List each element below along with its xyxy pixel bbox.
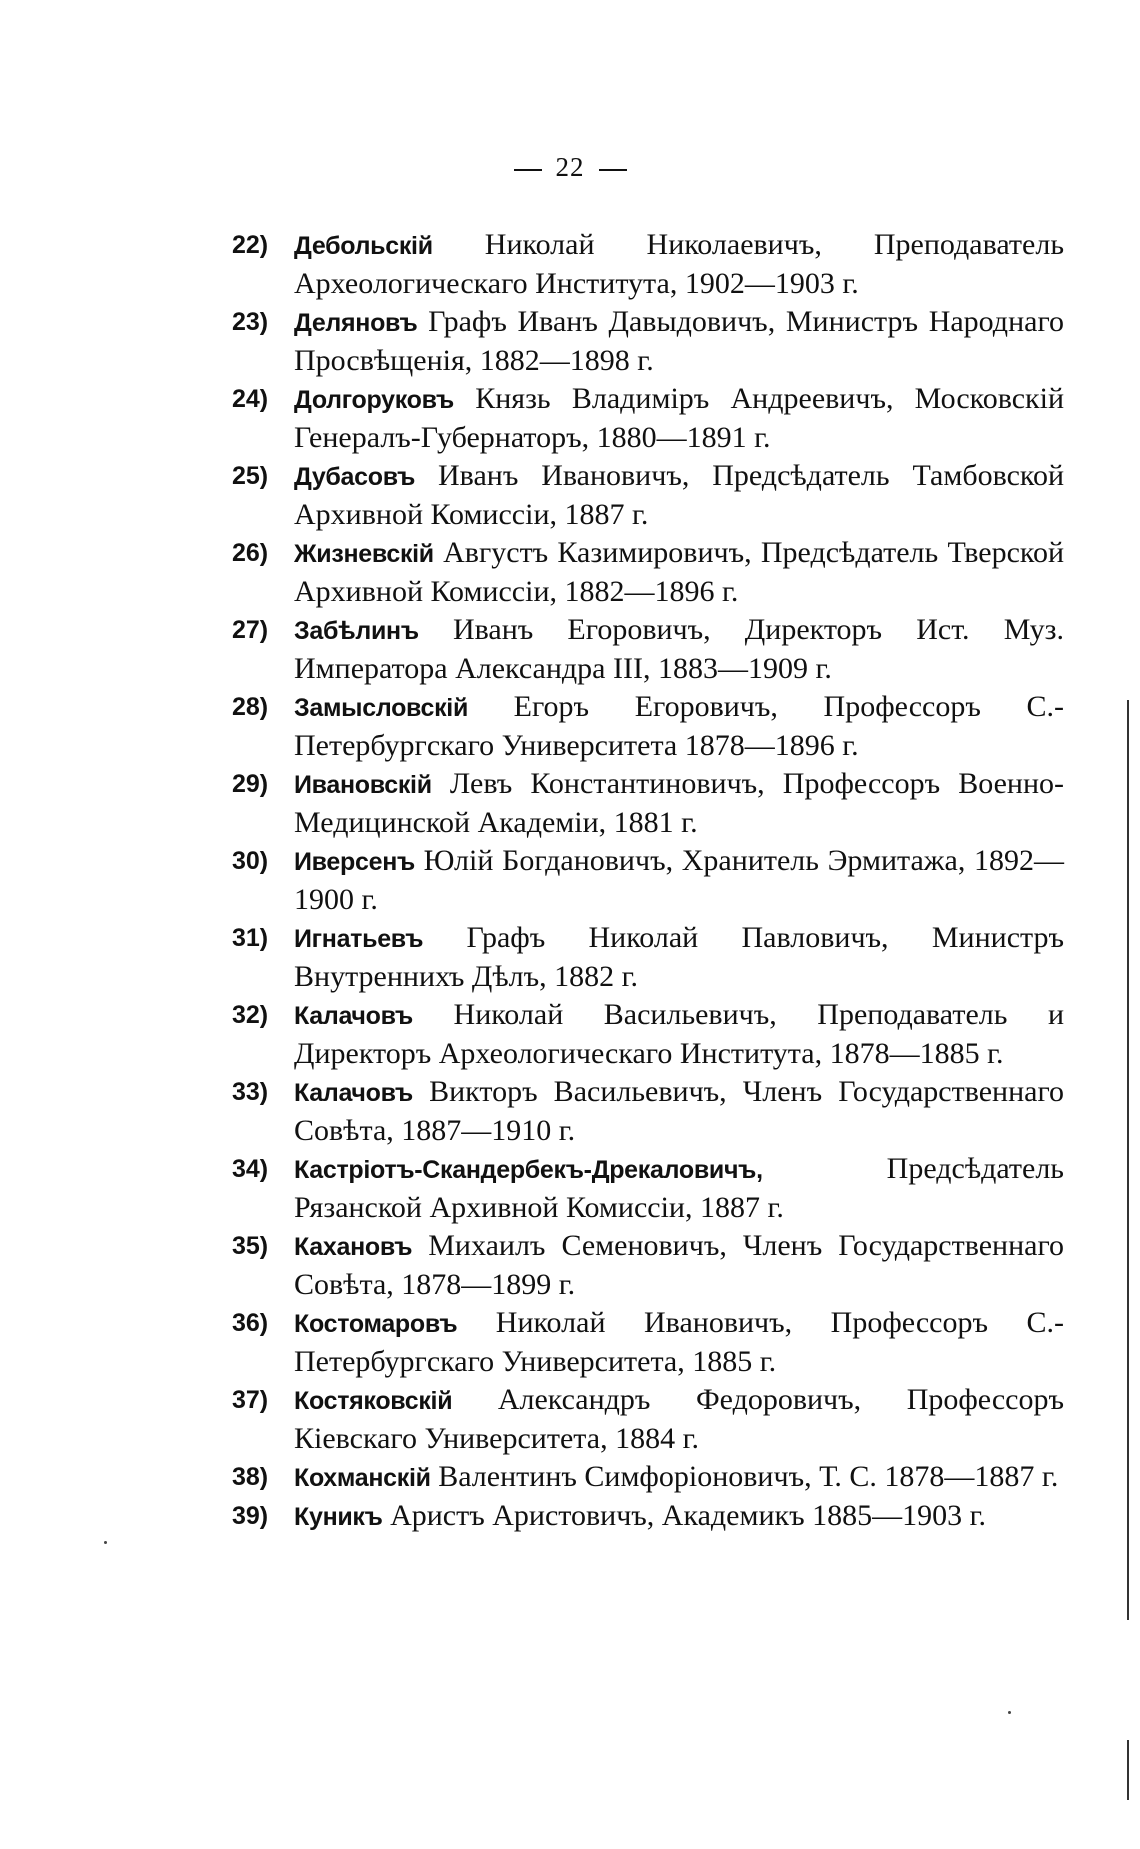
entry-number: 36) xyxy=(232,1309,269,1337)
entry-surname: Дубасовъ xyxy=(294,463,416,491)
entry-surname: Жизневскій xyxy=(294,540,434,568)
entry-text: Николай Николаевичъ, Преподаватель Археологическаго Института, 1902—1903 г. xyxy=(294,228,1065,300)
list-item xyxy=(232,688,1064,765)
list-item xyxy=(232,380,1064,457)
entry-surname: Иверсенъ xyxy=(294,848,415,876)
list-item xyxy=(232,457,1064,534)
entry-text: Викторъ Васильевичъ, Членъ Государственнаго Совѣта, 1887—1910 г. xyxy=(294,1075,1064,1147)
list-item xyxy=(232,765,1064,842)
entry-surname: Дебольскій xyxy=(294,232,433,260)
entry-number: 30) xyxy=(232,847,269,875)
entry-surname: Деляновъ xyxy=(294,309,418,337)
entry-surname: Кохманскій xyxy=(294,1464,431,1492)
list-item xyxy=(232,919,1064,996)
list-item xyxy=(232,1073,1064,1150)
entry-surname: Игнатьевъ xyxy=(294,925,424,953)
entry-surname: Забѣлинъ xyxy=(294,617,419,645)
dash-left xyxy=(514,169,542,171)
list-item xyxy=(232,1150,1064,1227)
list-item xyxy=(232,303,1064,380)
entry-number: 31) xyxy=(232,924,269,952)
entry-number: 28) xyxy=(232,693,269,721)
entry-text: Левъ Константиновичъ, Профессоръ Военно-Медицинской Академіи, 1881 г. xyxy=(294,767,1065,839)
entry-text: Графъ Иванъ Давыдовичъ, Министръ Народнаго Просвѣщенія, 1882—1898 г. xyxy=(294,305,1064,377)
entry-surname: Кастріотъ-Скандербекъ-Дрекаловичъ, xyxy=(294,1156,763,1184)
entry-text: Иванъ Егоровичъ, Директоръ Ист. Муз. Императора Александра III, 1883—1909 г. xyxy=(294,613,1065,685)
entry-number: 39) xyxy=(232,1502,269,1530)
entry-number: 32) xyxy=(232,1001,269,1029)
entry-list xyxy=(232,226,1064,1536)
scan-speck xyxy=(1008,1711,1011,1714)
entry-number: 27) xyxy=(232,616,269,644)
entry-surname: Калачовъ xyxy=(294,1002,413,1030)
entry-number: 38) xyxy=(232,1463,269,1491)
entry-number: 26) xyxy=(232,539,269,567)
page-number-text: 22 xyxy=(555,152,585,182)
entry-text: Князь Владиміръ Андреевичъ, Московскій Генералъ-Губернаторъ, 1880—1891 г. xyxy=(294,382,1064,454)
list-item xyxy=(232,1381,1064,1458)
entry-text: Августъ Казимировичъ, Предсѣдатель Тверской Архивной Комиссіи, 1882—1896 г. xyxy=(294,536,1064,608)
entry-surname: Костяковскій xyxy=(294,1387,453,1415)
list-item xyxy=(232,1458,1064,1497)
list-item xyxy=(232,1497,1064,1536)
entry-surname: Костомаровъ xyxy=(294,1310,458,1338)
list-item xyxy=(232,842,1064,919)
entry-text: Николай Ивановичъ, Профессоръ С.-Петербургскаго Университета, 1885 г. xyxy=(294,1306,1065,1378)
entry-text: Александръ Федоровичъ, Профессоръ Кіевскаго Университета, 1884 г. xyxy=(294,1383,1065,1455)
list-item xyxy=(232,226,1064,303)
entry-text: Валентинъ Симфоріоновичъ, Т. С. 1878—1887 г. xyxy=(438,1460,1059,1493)
entry-number: 33) xyxy=(232,1078,269,1106)
list-item xyxy=(232,1227,1064,1304)
list-item xyxy=(232,996,1064,1073)
scan-margin-line xyxy=(1127,1740,1129,1800)
entry-text: Егоръ Егоровичъ, Профессоръ С.-Петербургскаго Университета 1878—1896 г. xyxy=(294,690,1064,762)
entry-text: Михаилъ Семеновичъ, Членъ Государственнаго Совѣта, 1878—1899 г. xyxy=(294,1229,1065,1301)
entry-text: Аристъ Аристовичъ, Академикъ 1885—1903 г. xyxy=(390,1499,987,1532)
entry-number: 37) xyxy=(232,1386,269,1414)
list-item xyxy=(232,1304,1064,1381)
entry-text: Предсѣдатель Рязанской Архивной Комиссіи, 1887 г. xyxy=(294,1152,1064,1224)
list-item xyxy=(232,534,1064,611)
entry-text: Графъ Николай Павловичъ, Министръ Внутреннихъ Дѣлъ, 1882 г. xyxy=(294,921,1064,993)
entry-number: 29) xyxy=(232,770,269,798)
list-item xyxy=(232,611,1064,688)
entry-surname: Долгоруковъ xyxy=(294,386,454,414)
entry-text: Юлій Богдановичъ, Хранитель Эрмитажа, 1892—1900 г. xyxy=(294,844,1065,916)
entry-surname: Куникъ xyxy=(294,1503,383,1531)
entry-number: 23) xyxy=(232,308,269,336)
page-number xyxy=(0,152,1140,183)
entry-number: 35) xyxy=(232,1232,269,1260)
entry-surname: Кахановъ xyxy=(294,1233,413,1261)
entry-number: 25) xyxy=(232,462,269,490)
scan-speck xyxy=(104,1541,107,1544)
entry-number: 34) xyxy=(232,1155,269,1183)
entry-text: Николай Васильевичъ, Преподаватель и Директоръ Археологическаго Института, 1878—1885 г. xyxy=(294,998,1064,1070)
scan-margin-line xyxy=(1127,700,1129,1620)
dash-right xyxy=(599,169,627,171)
entry-surname: Калачовъ xyxy=(294,1079,413,1107)
entry-number: 22) xyxy=(232,231,269,259)
entry-number: 24) xyxy=(232,385,269,413)
entry-text: Иванъ Ивановичъ, Предсѣдатель Тамбовской Архивной Комиссіи, 1887 г. xyxy=(294,459,1064,531)
entry-surname: Ивановскій xyxy=(294,771,432,799)
entry-surname: Замысловскій xyxy=(294,694,469,722)
